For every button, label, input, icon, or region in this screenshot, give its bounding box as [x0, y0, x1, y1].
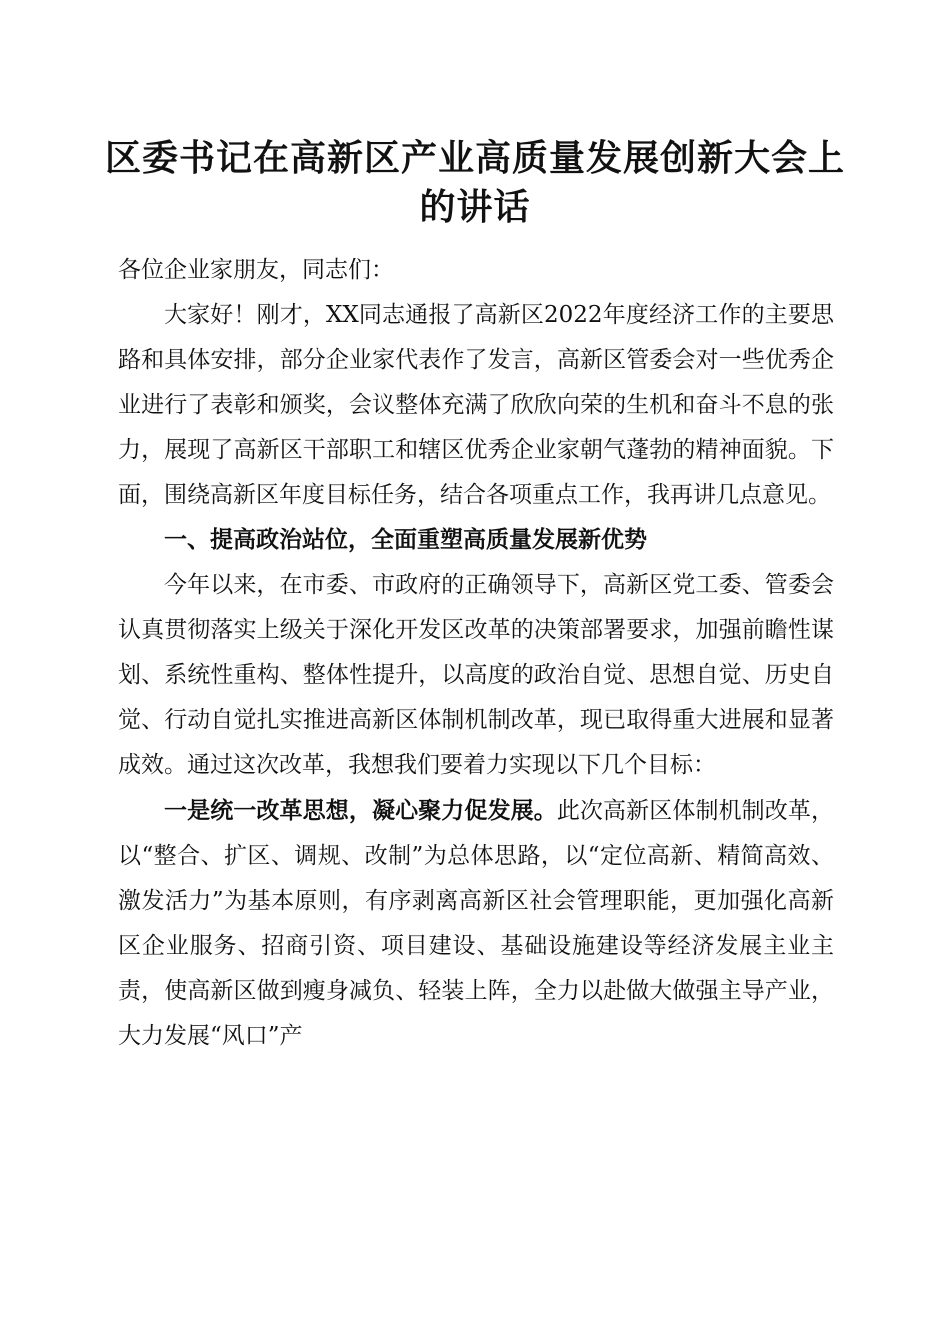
- paragraph-goal-1-lead: 一是统一改革思想，凝心聚力促发展。: [164, 797, 557, 824]
- salutation: 各位企业家朋友，同志们：: [118, 257, 394, 283]
- title-line-1: 区委书记在高新区产业高质量发展创新大会上: [104, 137, 845, 179]
- document-body: [118, 248, 834, 1059]
- paragraph-section-1: 今年以来，在市委、市政府的正确领导下，高新区党工委、管委会认真贯彻落实上级关于深化开发区改革的决策部署要求，加强前瞻性谋划、系统性重构、整体性提升，以高度的政治自觉、思想自觉、历史自觉、行动自觉扎实推进高新区体制机制改革，现已取得重大进展和显著成效。通过这次改革，我想我们要着力实现以下几个目标：: [118, 572, 834, 778]
- paragraph-goal-1-text: 此次高新区体制机制改革，以“整合、扩区、调规、改制”为总体思路，以“定位高新、精简高效、激发活力”为基本原则，有序剥离高新区社会管理职能，更加强化高新区企业服务、招商引资、项目建设、基础设施建设等经济发展主业主责，使高新区做到瘦身减负、轻装上阵，全力以赴做大做强主导产业，大力发展“风口”产: [118, 798, 835, 1049]
- document-title: [100, 134, 850, 232]
- section-heading-1: 一、提高政治站位，全面重塑高质量发展新优势: [164, 527, 647, 553]
- title-line-2: 的讲话: [419, 186, 531, 228]
- paragraph-opening: 大家好！刚才，XX同志通报了高新区2022年度经济工作的主要思路和具体安排，部分企业家代表作了发言，高新区管委会对一些优秀企业进行了表彰和颁奖，会议整体充满了欣欣向荣的生机和奋斗不息的张力，展现了高新区干部职工和辖区优秀企业家朝气蓬勃的精神面貌。下面，围绕高新区年度目标任务，结合各项重点工作，我再讲几点意见。: [118, 302, 834, 508]
- paragraph-goal-1: [118, 788, 834, 1059]
